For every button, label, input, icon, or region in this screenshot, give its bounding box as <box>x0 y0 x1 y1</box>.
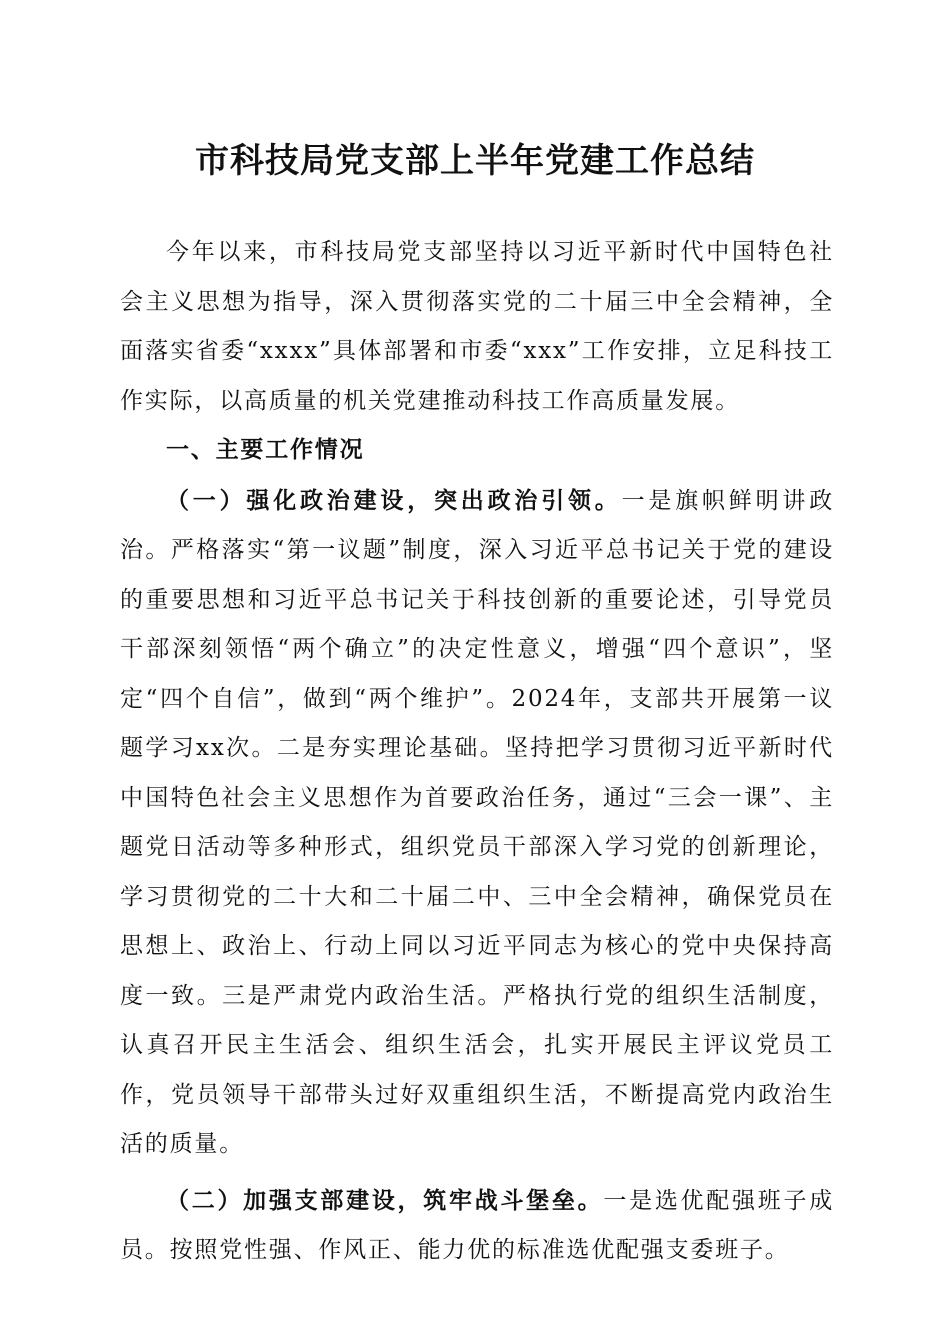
document-title: 市科技局党支部上半年党建工作总结 <box>195 141 755 181</box>
section-heading: 一、主要工作情况 <box>166 437 365 463</box>
part-one-title: （一）强化政治建设，突出政治引领。 <box>166 486 622 514</box>
document-body <box>120 228 834 1276</box>
part-two-text: 一是选优配强班子成员。按照党性强、作风正、能力优的标准选优配强支委班子。 <box>120 1187 834 1263</box>
part-one-text: 一是旗帜鲜明讲政治。严格落实“第一议题”制度，深入习近平总书记关于党的建设的重要思想和习近平总书记关于科技创新的重要论述，引导党员干部深刻领悟“两个确立”的决定性意义，增强“四个意识”，坚定“四个自信”，做到“两个维护”。2024年，支部共开展第一议题学习xx次。二是夯实理论基础。坚持把学习贯彻习近平新时代中国特色社会主义思想作为首要政治任务，通过“三会一课”、主题党日活动等多种形式，组织党员干部深入学习党的创新理论，学习贯彻党的二十大和二十届二中、三中全会精神，确保党员在思想上、政治上、行动上同以习近平同志为核心的党中央保持高度一致。三是严肃党内政治生活。严格执行党的组织生活制度，认真召开民主生活会、组织生活会，扎实开展民主评议党员工作，党员领导干部带头过好双重组织生活，不断提高党内政治生活的质量。 <box>120 487 834 1157</box>
part-one-paragraph <box>120 476 834 1170</box>
intro-paragraph: 今年以来，市科技局党支部坚持以习近平新时代中国特色社会主义思想为指导，深入贯彻落实党的二十届三中全会精神，全面落实省委“xxxx”具体部署和市委“xxx”工作安排，立足科技工作实际，以高质量的机关党建推动科技工作高质量发展。 <box>120 239 834 414</box>
part-two-title: （二）加强支部建设，筑牢战斗堡垒。 <box>166 1186 604 1214</box>
part-two-paragraph <box>120 1176 834 1276</box>
